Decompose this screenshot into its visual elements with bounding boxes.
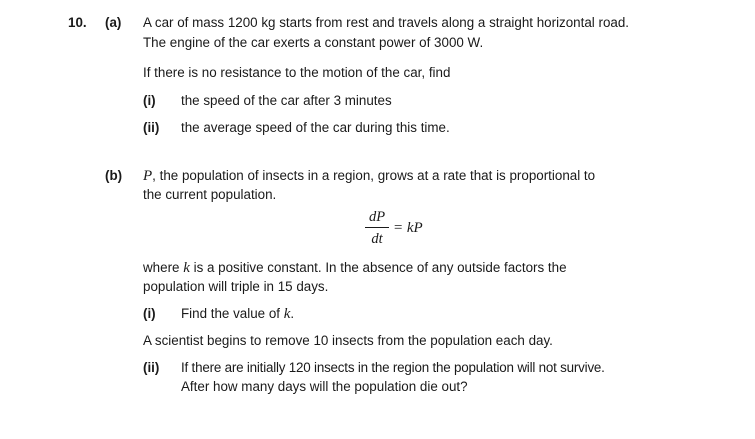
equation-rhs: = kP: [393, 220, 423, 236]
where-pre: where: [143, 260, 184, 275]
part-a-i-text: the speed of the car after 3 minutes: [181, 93, 392, 108]
fraction-bar: [365, 227, 389, 228]
fraction-numerator: dP: [368, 209, 386, 225]
part-a-ii-label: (ii): [143, 120, 160, 135]
part-b-i-text: [181, 304, 294, 324]
part-b-i-text-pre: Find the value of: [181, 306, 284, 321]
part-b-label: (b): [105, 168, 123, 183]
where-post: is a positive constant. In the absence of any outside factors the: [189, 260, 567, 275]
part-a-line-1: A car of mass 1200 kg starts from rest and travels along a straight horizontal road.: [143, 15, 630, 30]
part-a-ii-text: the average speed of the car during this time.: [181, 120, 450, 135]
part-b-line-1: [143, 166, 595, 186]
part-a-intro: If there is no resistance to the motion of the car, find: [143, 65, 451, 80]
part-b-line-4: population will triple in 15 days.: [143, 279, 329, 294]
part-a-i-label: (i): [143, 93, 156, 108]
part-a-label: (a): [105, 15, 122, 30]
part-b-where-line: [143, 258, 567, 278]
part-b-line-2: the current population.: [143, 187, 277, 202]
fraction-denominator: dt: [371, 231, 383, 247]
question-number: 10.: [68, 15, 87, 30]
part-b-scientist: A scientist begins to remove 10 insects from the population each day.: [143, 333, 553, 348]
part-a-line-2: The engine of the car exerts a constant power of 3000 W.: [143, 35, 484, 50]
variable-k: k: [183, 260, 190, 276]
part-b-line-1-text: , the population of insects in a region, grows at a rate that is proportional to: [152, 168, 596, 183]
part-b-ii-line-1: If there are initially 120 insects in the region the population will not survive.: [181, 360, 605, 375]
part-b-i-text-post: .: [290, 306, 295, 321]
variable-k-2: k: [283, 306, 291, 322]
part-b-ii-label: (ii): [143, 360, 160, 375]
variable-p: P: [143, 168, 153, 184]
part-b-i-label: (i): [143, 306, 156, 321]
part-b-ii-line-2: After how many days will the population die out?: [181, 379, 468, 394]
